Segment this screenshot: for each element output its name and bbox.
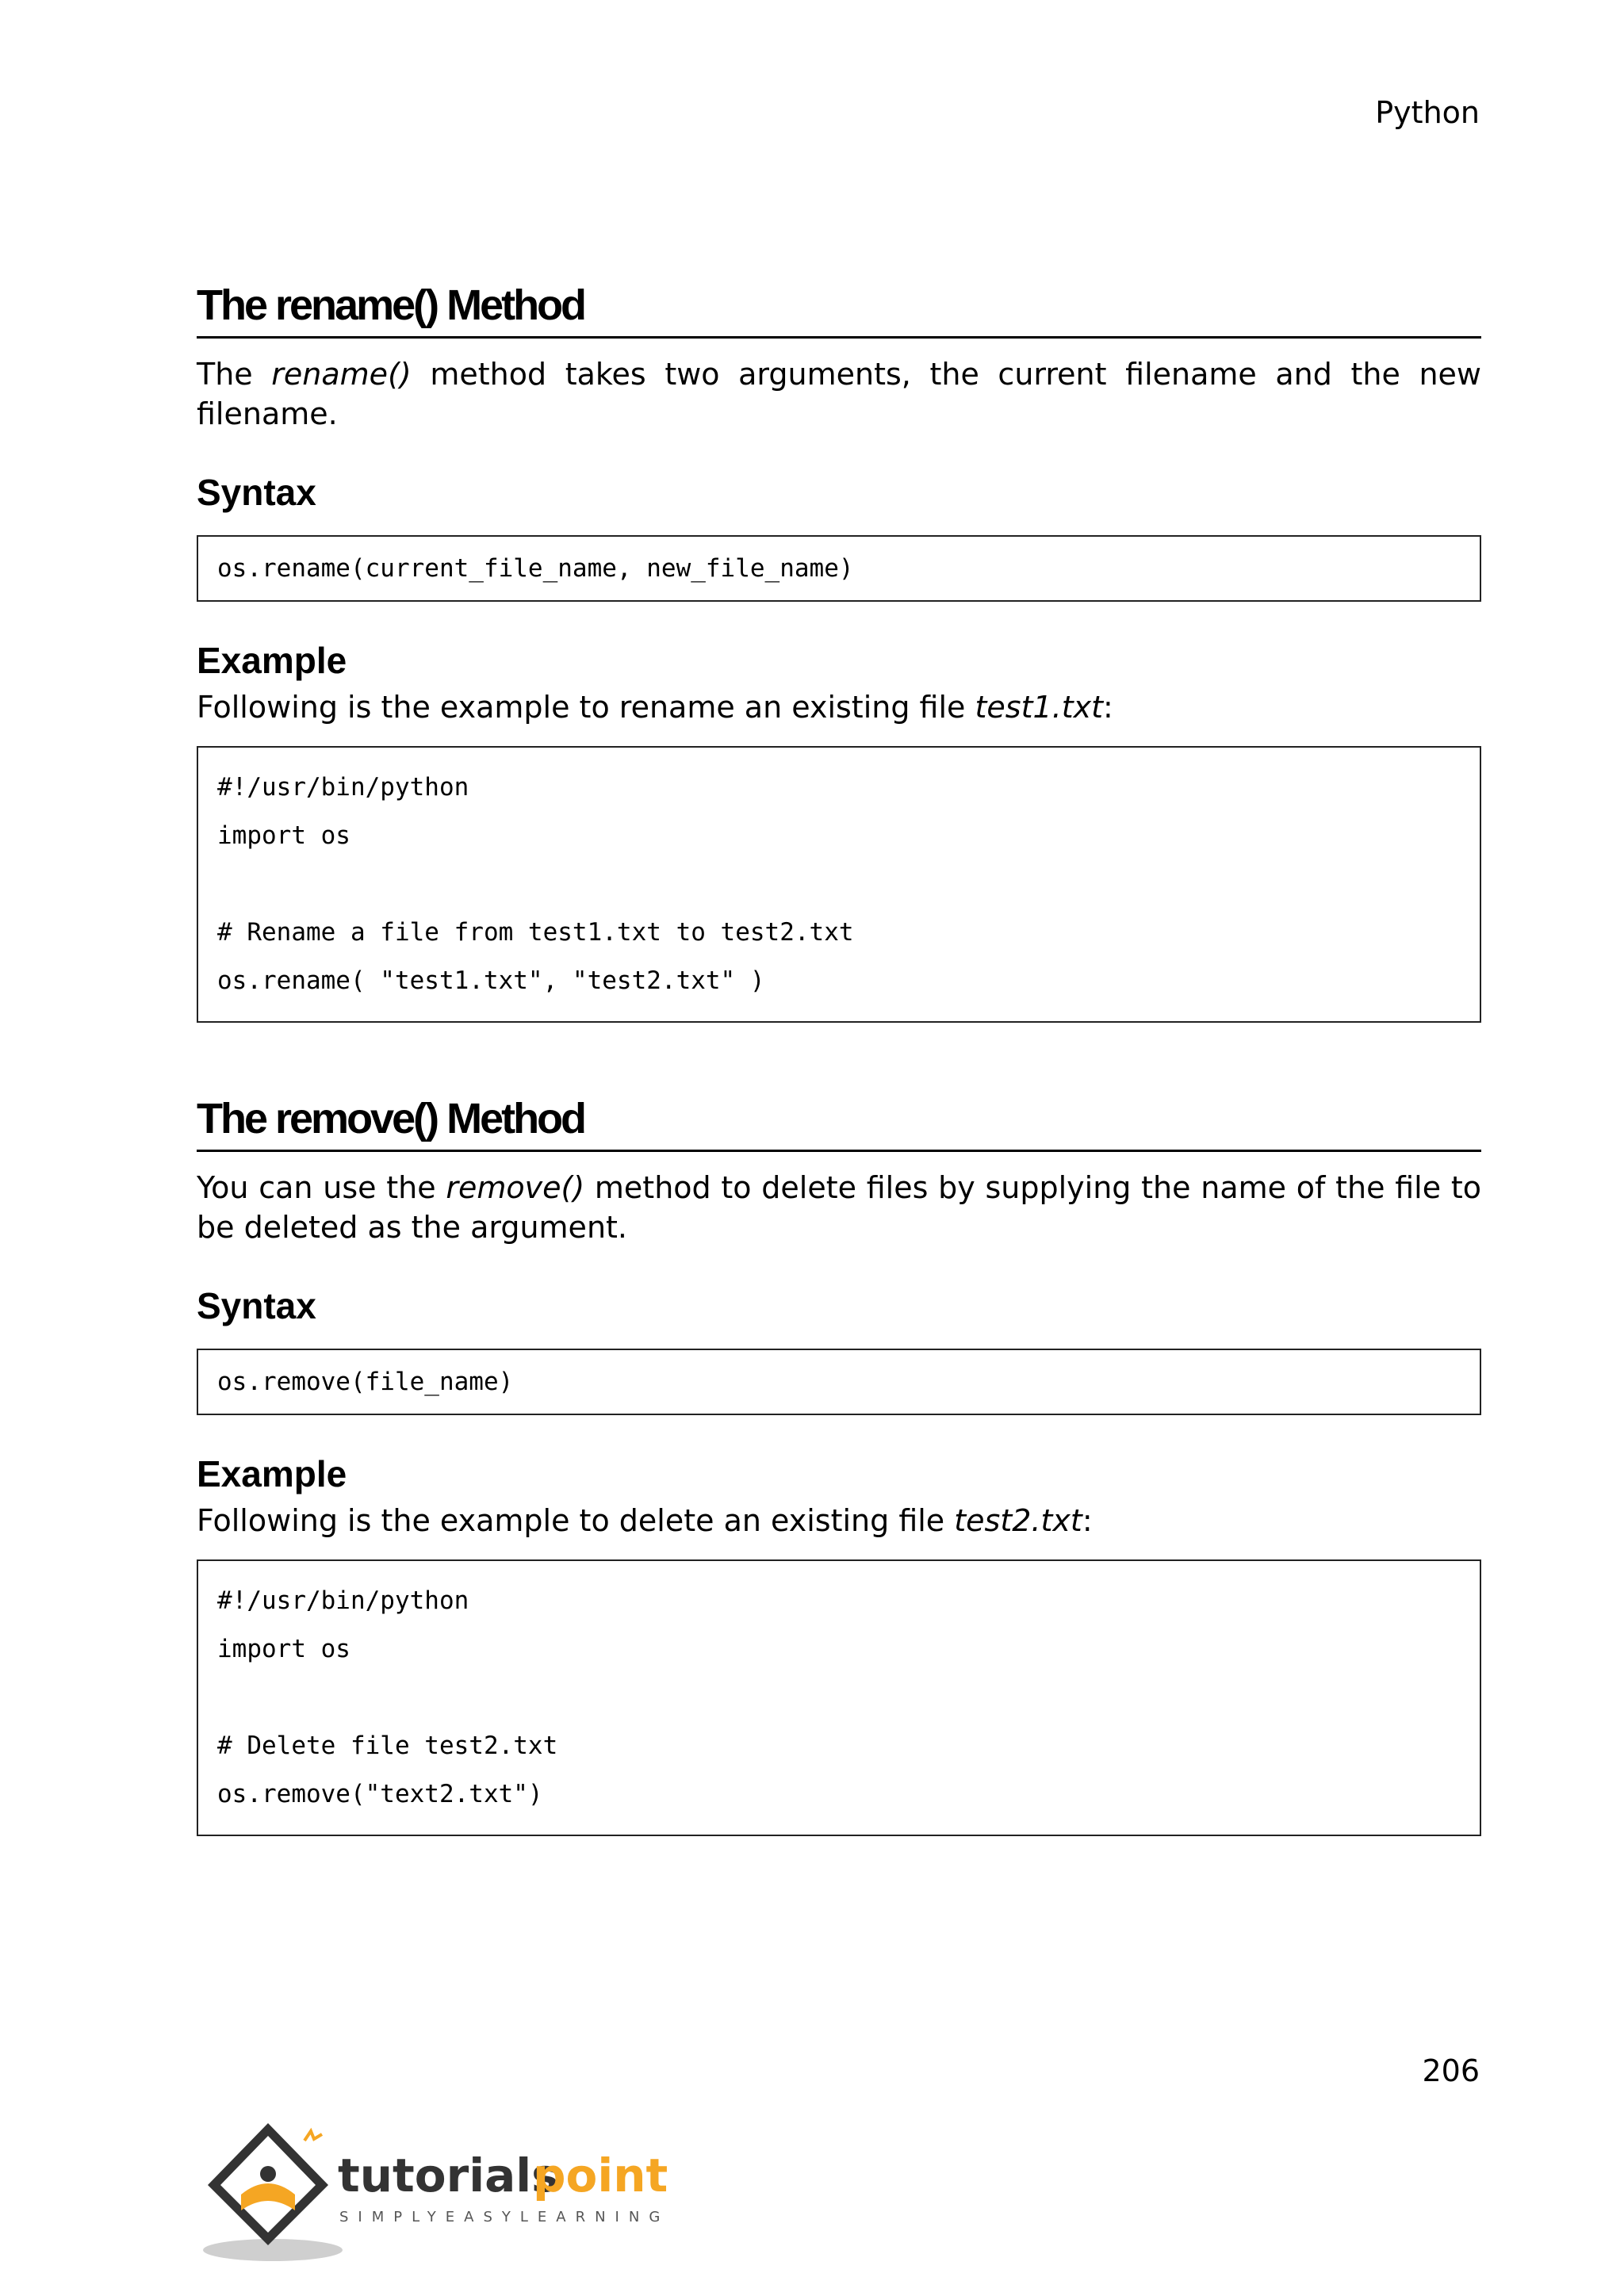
code-line: #!/usr/bin/python [217, 1586, 469, 1615]
code-line [217, 1674, 1461, 1722]
remove-example-colon: : [1082, 1503, 1093, 1538]
logo-person-icon [260, 2166, 276, 2182]
rename-intro [197, 354, 1481, 434]
remove-example-text: Following is the example to delete an existing file [197, 1503, 955, 1538]
rename-syntax-box [197, 535, 1481, 602]
code-line: os.remove("text2.txt") [217, 1780, 543, 1808]
logo-word-1: tutorials [338, 2149, 559, 2202]
code-line: import os [217, 821, 350, 850]
remove-intro [197, 1168, 1481, 1247]
rename-syntax-heading: Syntax [197, 472, 316, 513]
page-content [197, 279, 1481, 1836]
remove-intro-text: You can use the [197, 1170, 446, 1205]
logo-shadow [203, 2239, 343, 2261]
rename-syntax-code: os.rename(current_file_name, new_file_name) [217, 554, 854, 583]
remove-syntax-box [197, 1349, 1481, 1415]
code-line: import os [217, 1635, 350, 1663]
remove-syntax-code: os.remove(file_name) [217, 1368, 514, 1396]
page-number: 206 [1422, 2053, 1480, 2088]
rename-example-colon: : [1103, 690, 1113, 725]
rename-intro-text-2: method takes two arguments, the current filename and the new filename. [197, 357, 1481, 431]
rename-example-code-box [197, 746, 1481, 1023]
code-line [217, 860, 1461, 909]
remove-intro-text-2: method to delete files by supplying the name of the file to be deleted as the argument. [197, 1170, 1482, 1245]
remove-syntax-heading: Syntax [197, 1285, 316, 1326]
rename-intro-text: The [197, 357, 272, 392]
running-head: Python [1375, 95, 1480, 130]
tutorialspoint-logo [193, 2109, 685, 2267]
code-line: os.rename( "test1.txt", "test2.txt" ) [217, 966, 765, 995]
code-line: # Delete file test2.txt [217, 1732, 558, 1760]
remove-section [197, 1093, 1481, 1836]
remove-example-code-box [197, 1559, 1481, 1836]
rename-method-name: rename() [271, 357, 412, 392]
rename-example-text: Following is the example to rename an existing file [197, 690, 975, 725]
rename-example-file: test1.txt [975, 690, 1104, 725]
code-line: # Rename a file from test1.txt to test2.txt [217, 918, 854, 947]
remove-example-intro [197, 1501, 1481, 1540]
logo-tagline: SIMPLYEASYLEARNING [339, 2209, 670, 2225]
rename-example-intro [197, 687, 1481, 727]
remove-section-title: The remove() Method [197, 1093, 1481, 1152]
logo-word-2: point [533, 2149, 668, 2202]
remove-example-file: test2.txt [954, 1503, 1082, 1538]
rename-example-heading: Example [197, 640, 347, 681]
rename-section-title: The rename() Method [197, 279, 1481, 339]
code-line: #!/usr/bin/python [217, 773, 469, 802]
remove-example-heading: Example [197, 1453, 347, 1494]
remove-method-name: remove() [446, 1170, 585, 1205]
logo-spark-icon [304, 2131, 322, 2141]
